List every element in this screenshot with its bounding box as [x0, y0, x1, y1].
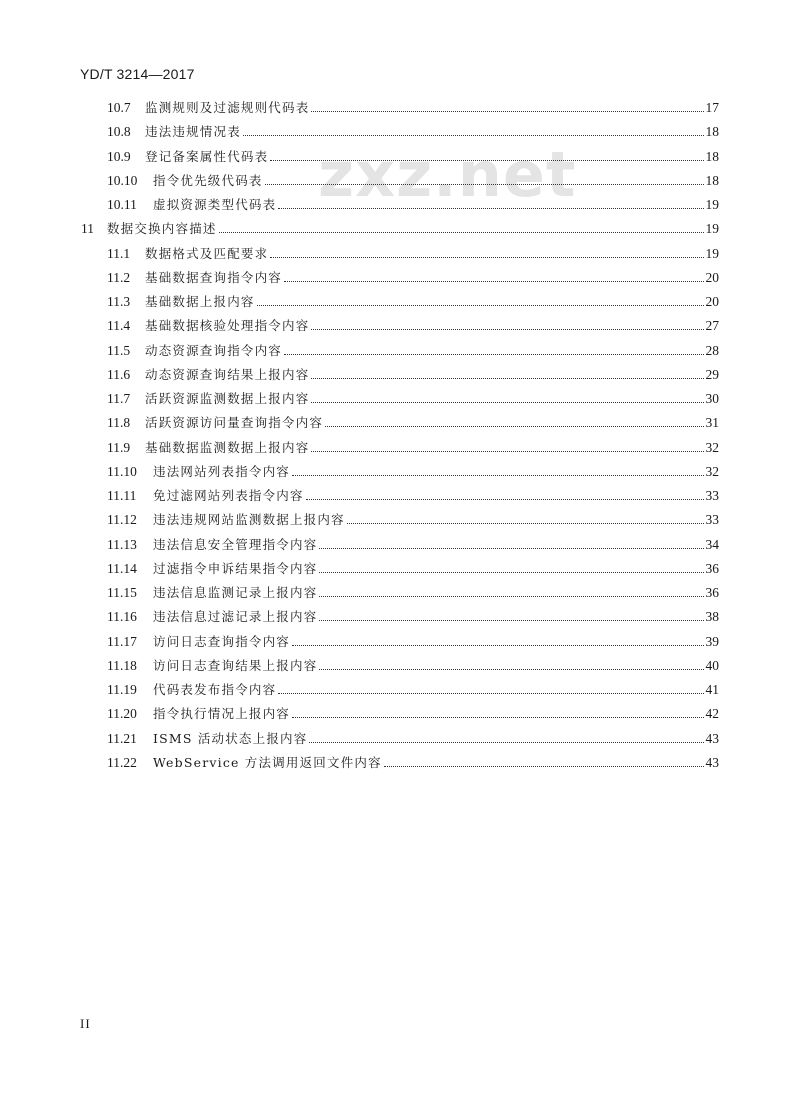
toc-entry-page: 18	[705, 124, 719, 140]
dot-leader	[319, 669, 703, 670]
toc-entry-number: 11.8	[107, 415, 131, 431]
toc-entry-title: 活跃资源监测数据上报内容	[145, 391, 310, 406]
toc-entry	[107, 605, 719, 625]
toc-entry-title: 动态资源查询指令内容	[145, 342, 283, 358]
toc-entry-title: 过滤指令申诉结果指令内容	[153, 560, 318, 576]
toc-entry	[107, 436, 719, 456]
toc-entry-number: 11.10	[107, 463, 137, 479]
toc-entry-title: 违法网站列表指令内容	[153, 463, 291, 479]
dot-leader	[319, 548, 703, 549]
toc-entry	[107, 363, 719, 383]
dot-leader	[311, 378, 703, 379]
dot-leader	[278, 693, 703, 694]
toc-entry-title: 虚拟资源类型代码表	[153, 197, 277, 212]
toc-entry-number: 11.3	[107, 294, 131, 309]
toc-entry-title: 违法信息监测记录上报内容	[153, 585, 318, 600]
toc-entry	[107, 387, 719, 407]
toc-entry-number: 11.4	[107, 318, 131, 334]
toc-entry	[107, 242, 719, 262]
toc-entry-page: 33	[705, 512, 719, 528]
toc-entry-page: 28	[705, 342, 719, 358]
toc-entry-page: 17	[705, 100, 719, 115]
toc-entry	[107, 533, 719, 553]
toc-entry-page: 31	[705, 415, 719, 431]
toc-entry	[107, 508, 719, 528]
toc-entry-number: 11.16	[107, 609, 137, 625]
toc-entry-number: 11.2	[107, 269, 131, 285]
toc-entry	[107, 339, 719, 359]
toc-entry	[107, 290, 719, 310]
dot-leader	[311, 329, 703, 330]
toc-entry-number: 11.1	[107, 245, 131, 261]
toc-entry-page: 32	[705, 463, 719, 479]
toc-entry-title: 基础数据监测数据上报内容	[145, 439, 310, 455]
dot-leader	[219, 232, 704, 233]
toc-entry	[107, 120, 719, 140]
toc-entry-title: 违法信息安全管理指令内容	[153, 536, 318, 552]
dot-leader	[306, 499, 704, 500]
dot-leader	[319, 572, 703, 573]
toc-entry-number: 11.19	[107, 682, 137, 697]
toc-entry	[107, 193, 719, 213]
dot-leader	[292, 475, 703, 476]
dot-leader	[309, 742, 703, 743]
document-number-header: YD/T 3214—2017	[80, 66, 195, 82]
toc-entry-page: 41	[705, 682, 719, 697]
toc-entry-page: 36	[705, 585, 719, 600]
toc-entry-page: 20	[705, 294, 719, 309]
dot-leader	[319, 620, 703, 621]
toc-entry-page: 30	[705, 391, 719, 406]
toc-entry-title: 免过滤网站列表指令内容	[153, 488, 304, 503]
toc-entry-number: 11.20	[107, 706, 137, 722]
dot-leader	[265, 184, 704, 185]
toc-entry-page: 36	[705, 560, 719, 576]
toc-entry-number: 11.22	[107, 754, 137, 770]
toc-entry	[107, 266, 719, 286]
toc-entry	[107, 751, 719, 771]
toc-entry-number: 11.17	[107, 633, 137, 649]
toc-entry-number: 11.7	[107, 391, 131, 406]
toc-entry-page: 18	[705, 148, 719, 164]
toc-entry	[107, 314, 719, 334]
toc-entry-title: 违法信息过滤记录上报内容	[153, 609, 318, 625]
toc-entry-page: 38	[705, 609, 719, 625]
toc-entry-title: 指令执行情况上报内容	[153, 706, 291, 722]
toc-entry-number: 11.21	[107, 730, 137, 746]
dot-leader	[270, 160, 703, 161]
toc-entry	[107, 411, 719, 431]
toc-entry-page: 20	[705, 269, 719, 285]
dot-leader	[384, 766, 704, 767]
toc-entry-title: WebService 方法调用返回文件内容	[153, 754, 382, 770]
dot-leader	[284, 354, 703, 355]
toc-entry-page: 19	[705, 197, 719, 212]
dot-leader	[311, 451, 703, 452]
toc-entry-page: 43	[705, 730, 719, 746]
page-number-footer: II	[80, 1016, 91, 1031]
toc-entry-title: 代码表发布指令内容	[153, 682, 277, 697]
dot-leader	[325, 426, 703, 427]
dot-leader	[284, 281, 703, 282]
toc-entry	[107, 727, 719, 747]
toc-entry-title: 违法违规网站监测数据上报内容	[153, 512, 345, 528]
toc-entry-title: 基础数据上报内容	[145, 294, 255, 309]
toc-entry	[81, 217, 719, 237]
dot-leader	[243, 135, 704, 136]
toc-entry-number: 11.6	[107, 366, 131, 382]
toc-entry-number: 11.9	[107, 439, 131, 455]
toc-entry-title: 动态资源查询结果上报内容	[145, 366, 310, 382]
toc-entry	[107, 460, 719, 480]
toc-entry	[107, 678, 719, 698]
toc-entry-page: 29	[705, 366, 719, 382]
toc-entry-number: 11	[81, 221, 94, 237]
toc-entry-number: 11.5	[107, 342, 131, 358]
dot-leader	[311, 111, 703, 112]
toc-entry	[107, 654, 719, 674]
toc-entry-page: 34	[705, 536, 719, 552]
toc-entry-title: 登记备案属性代码表	[145, 148, 269, 164]
toc-entry-page: 19	[705, 245, 719, 261]
toc-entry-number: 11.18	[107, 657, 137, 673]
toc-entry-number: 10.7	[107, 100, 131, 115]
toc-entry-page: 32	[705, 439, 719, 455]
toc-entry-page: 27	[705, 318, 719, 334]
toc-entry-page: 40	[705, 657, 719, 673]
dot-leader	[292, 645, 703, 646]
dot-leader	[311, 402, 703, 403]
dot-leader	[319, 596, 703, 597]
toc-entry	[107, 169, 719, 189]
toc-entry-title: 数据格式及匹配要求	[145, 245, 269, 261]
dot-leader	[347, 523, 704, 524]
dot-leader	[292, 717, 703, 718]
toc-entry-title: 活跃资源访问量查询指令内容	[145, 415, 324, 431]
dot-leader	[278, 208, 703, 209]
toc-entry	[107, 484, 719, 504]
watermark: zxz.net	[318, 138, 577, 211]
toc-entry-title: 访问日志查询结果上报内容	[153, 657, 318, 673]
toc-entry-page: 43	[705, 754, 719, 770]
toc-entry-page: 19	[705, 221, 719, 237]
toc-entry-page: 33	[705, 488, 719, 503]
toc-entry-number: 10.8	[107, 124, 131, 140]
toc-entry-title: 违法违规情况表	[145, 124, 241, 140]
toc-entry-number: 10.9	[107, 148, 131, 164]
toc-entry-number: 10.11	[107, 197, 137, 212]
toc-entry-number: 11.15	[107, 585, 137, 600]
toc-entry-page: 39	[705, 633, 719, 649]
toc-entry-number: 11.11	[107, 488, 137, 503]
toc-entry	[107, 630, 719, 650]
toc-entry-page: 18	[705, 172, 719, 188]
toc-entry-number: 10.10	[107, 172, 138, 188]
toc-entry-title: 指令优先级代码表	[153, 172, 263, 188]
toc-entry-page: 42	[705, 706, 719, 722]
dot-leader	[270, 257, 703, 258]
toc-entry-title: 基础数据查询指令内容	[145, 269, 283, 285]
toc-entry-title: ISMS 活动状态上报内容	[153, 730, 308, 746]
toc-entry	[107, 145, 719, 165]
dot-leader	[257, 305, 704, 306]
toc-entry	[107, 557, 719, 577]
toc-entry	[107, 702, 719, 722]
toc-entry	[107, 581, 719, 601]
toc-entry	[107, 96, 719, 116]
toc-entry-title: 访问日志查询指令内容	[153, 633, 291, 649]
toc-entry-number: 11.13	[107, 536, 137, 552]
toc-entry-number: 11.14	[107, 560, 137, 576]
toc-entry-number: 11.12	[107, 512, 137, 528]
toc-entry-title: 监测规则及过滤规则代码表	[145, 100, 310, 115]
toc-entry-title: 基础数据核验处理指令内容	[145, 318, 310, 334]
toc-entry-title: 数据交换内容描述	[107, 221, 217, 237]
